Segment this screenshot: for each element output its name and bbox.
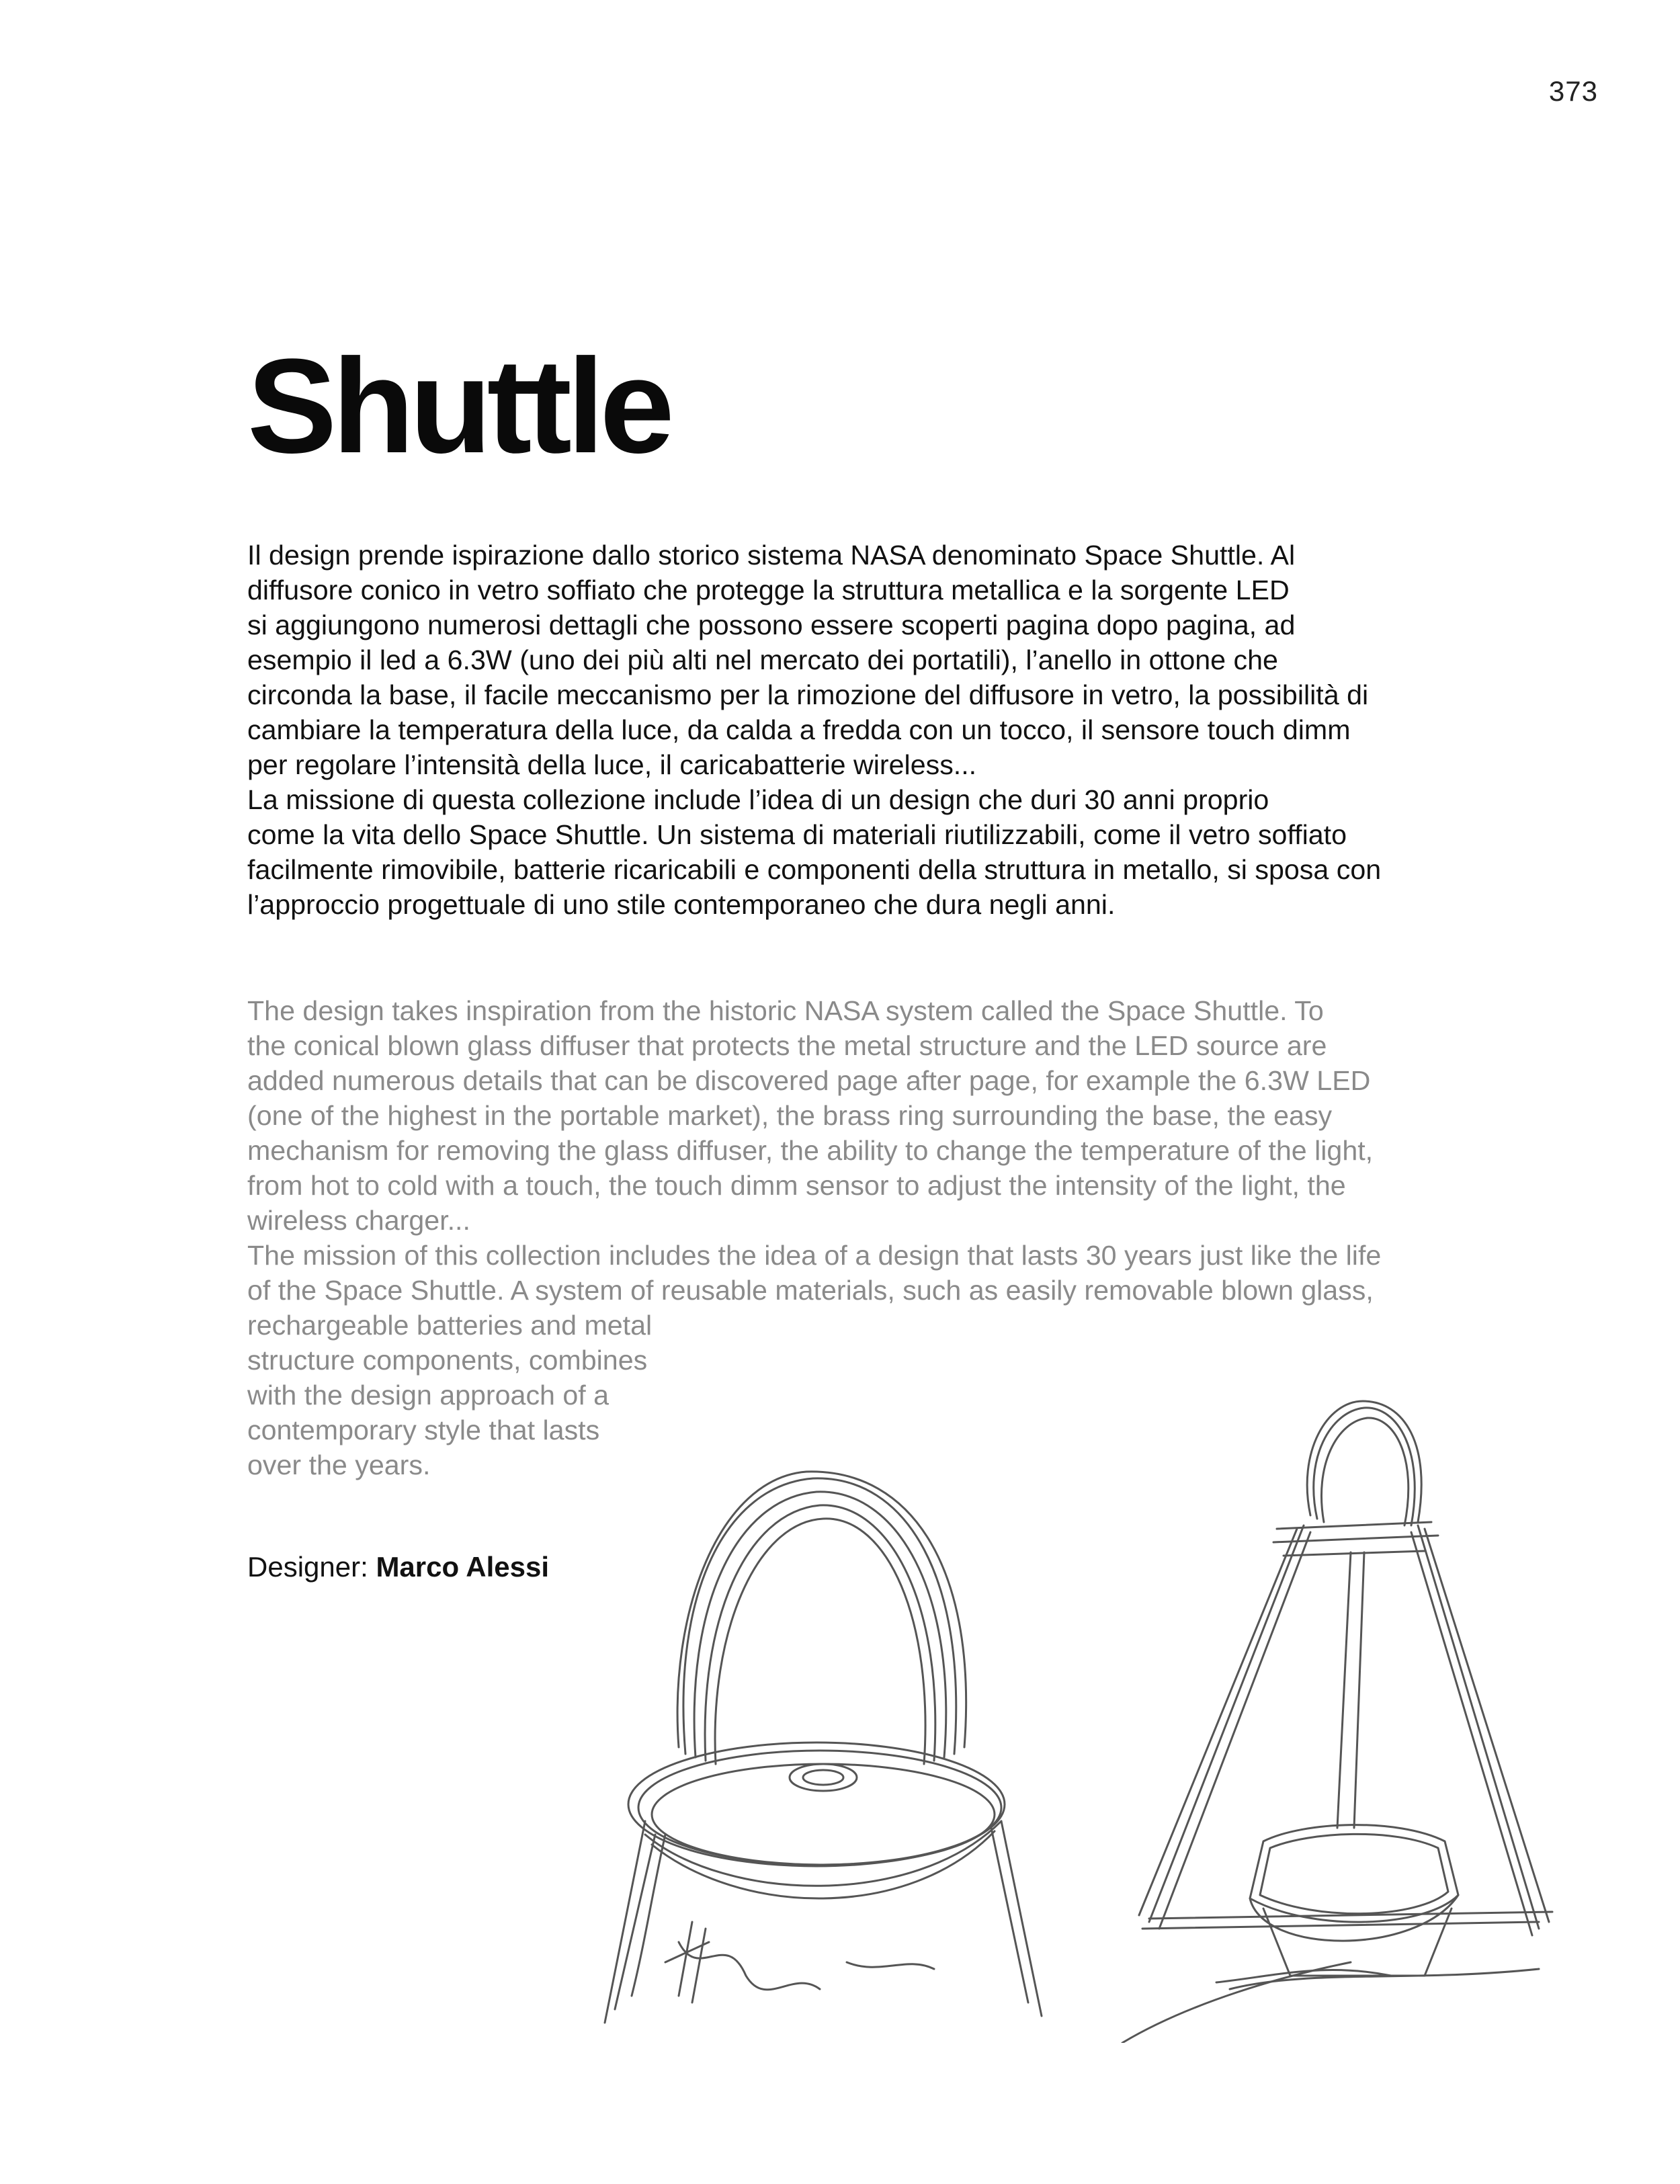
lamp-sketch-cone bbox=[1109, 1398, 1579, 2043]
page-title: Shuttle bbox=[247, 331, 670, 481]
lamp-sketch-handle bbox=[591, 1458, 1075, 2036]
designer-name: Marco Alessi bbox=[376, 1551, 549, 1583]
designer-label: Designer: bbox=[247, 1551, 368, 1583]
designer-credit bbox=[247, 1551, 549, 1583]
italian-description: Il design prende ispirazione dallo storico sistema NASA denominato Space Shuttle. Al diffusore conico in vetro soffiato che protegge la struttura metallica e la sorgente LED si aggiungono numerosi dettagli che possono essere scoperti pagina dopo pagina, ad esempio il led a 6.3W (uno dei più alti nel mercato dei portatili), l’anello in ottone che circonda la base, il facile meccanismo per la rimozione del diffusore in vetro, la possibilità di cambiare la temperatura della luce, da calda a fredda con un tocco, il sensore touch dimm per regolare l’intensità della luce, il caricabatterie wireless... La missione di questa collezione include l’idea di un design che duri 30 anni proprio come la vita dello Space Shuttle. Un sistema di materiali riutilizzabili, come il vetro soffiato facilmente rimovibile, batterie ricaricabili e componenti della struttura in metallo, si sposa con l’approccio progettuale di uno stile contemporaneo che dura negli anni. bbox=[247, 540, 1382, 920]
english-description: The design takes inspiration from the historic NASA system called the Space Shuttle. To the conical blown glass diffuser that protects the metal structure and the LED source are added numerous details that can be discovered page after page, for example the 6.3W LED (one of the highest in the portable market), the brass ring surrounding the base, the easy mechanism for removing the glass diffuser, the ability to change the temperature of the light, from hot to cold with a touch, the touch dimm sensor to adjust the intensity of the light, the wireless charger... The mission of this collection includes the idea of a design that lasts 30 years just like the life of the Space Shuttle. A system of reusable materials, such as easily removable blown glass, rechargeable batteries and metal structure components, combines with the design approach of a contemporary style that lasts over the years. bbox=[247, 995, 1382, 1480]
page-number: 373 bbox=[1548, 75, 1598, 107]
